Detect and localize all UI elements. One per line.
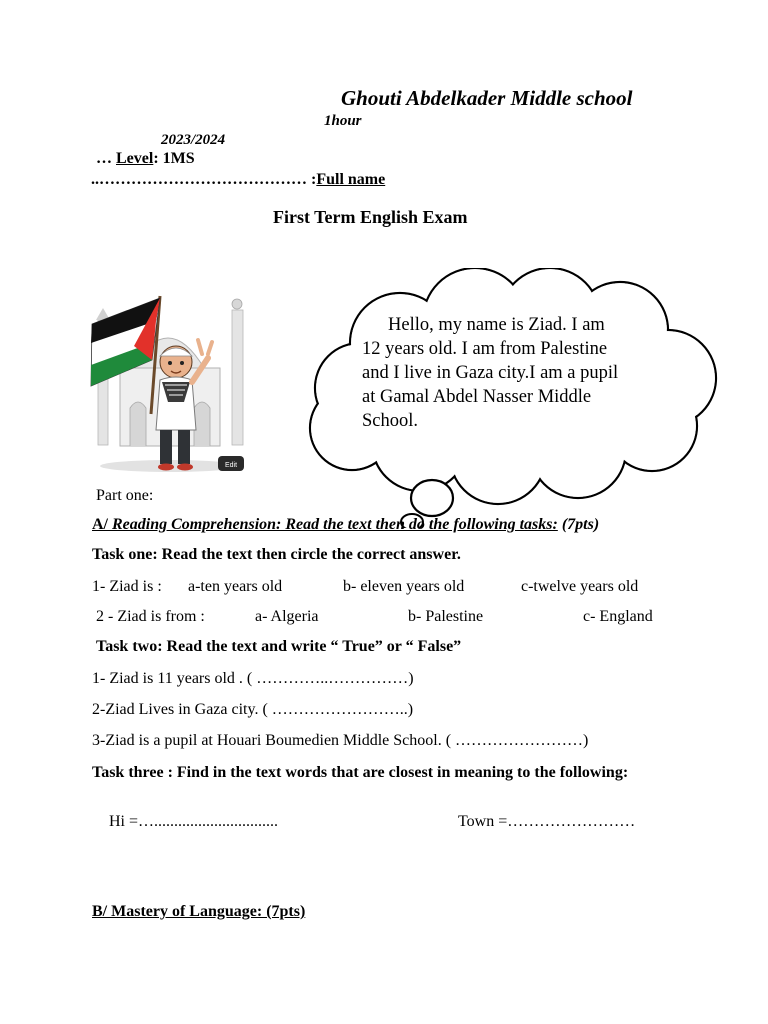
section-a-prefix: A/ — [92, 516, 112, 533]
level-prefix: … — [96, 150, 116, 167]
question-1-option-c: c-twelve years old — [521, 578, 639, 595]
school-name: Ghouti Abdelkader Middle school — [341, 86, 633, 110]
section-b-heading: B/ Mastery of Language: (7pts) — [92, 903, 306, 920]
boy-with-palestine-flag-illustration — [90, 290, 250, 480]
exam-duration: 1hour — [324, 113, 362, 129]
speech-bubble-text: Hello, my name is Ziad. I am 12 years old. I am from Palestine and I live in Gaza city.I am a pupil at Gamal Abdel Nasser Middle School. — [362, 315, 619, 431]
school-year: 2023/2024 — [161, 132, 226, 148]
level-label: Level — [116, 150, 154, 167]
true-false-statement-1: 1- Ziad is 11 years old . ( …………..……………) — [92, 670, 414, 687]
exam-title: First Term English Exam — [273, 207, 468, 227]
task-two-title: Task two: Read the text and write “ True” or “ False” — [96, 638, 462, 655]
question-2-option-b: b- Palestine — [408, 608, 484, 625]
full-name-line — [91, 171, 385, 189]
level-line — [96, 150, 195, 168]
section-a-title: Reading Comprehension: Read the text then do the following tasks: — [112, 516, 558, 533]
question-1-option-a: a-ten years old — [188, 578, 283, 595]
true-false-statement-3: 3-Ziad is a pupil at Houari Boumedien Middle School. ( ……………………) — [92, 732, 589, 749]
question-1-stem: 1- Ziad is : — [92, 578, 162, 595]
question-2-stem: 2 - Ziad is from : — [96, 608, 205, 625]
question-2-option-a: a- Algeria — [255, 608, 319, 625]
task-one-title: Task one: Read the text then circle the correct answer. — [92, 546, 461, 563]
true-false-statement-2: 2-Ziad Lives in Gaza city. ( ……………………..) — [92, 701, 414, 718]
bubble-tail-large — [411, 480, 453, 516]
question-2-option-c: c- England — [583, 608, 653, 625]
synonym-town: Town =…………………… — [458, 813, 636, 830]
edit-badge-label: Edit — [224, 462, 238, 469]
full-name-dots: ..………………………………… : — [91, 171, 317, 188]
full-name-label: Full name — [316, 171, 386, 188]
question-1-option-b: b- eleven years old — [343, 578, 465, 595]
section-a-heading — [92, 516, 599, 534]
synonym-hi: Hi =…............................... — [109, 813, 279, 830]
section-a-points: (7pts) — [557, 516, 600, 533]
level-value: : 1MS — [153, 150, 195, 167]
task-three-title: Task three : Find in the text words that are closest in meaning to the following: — [92, 764, 629, 781]
part-one-label: Part one: — [96, 487, 154, 504]
